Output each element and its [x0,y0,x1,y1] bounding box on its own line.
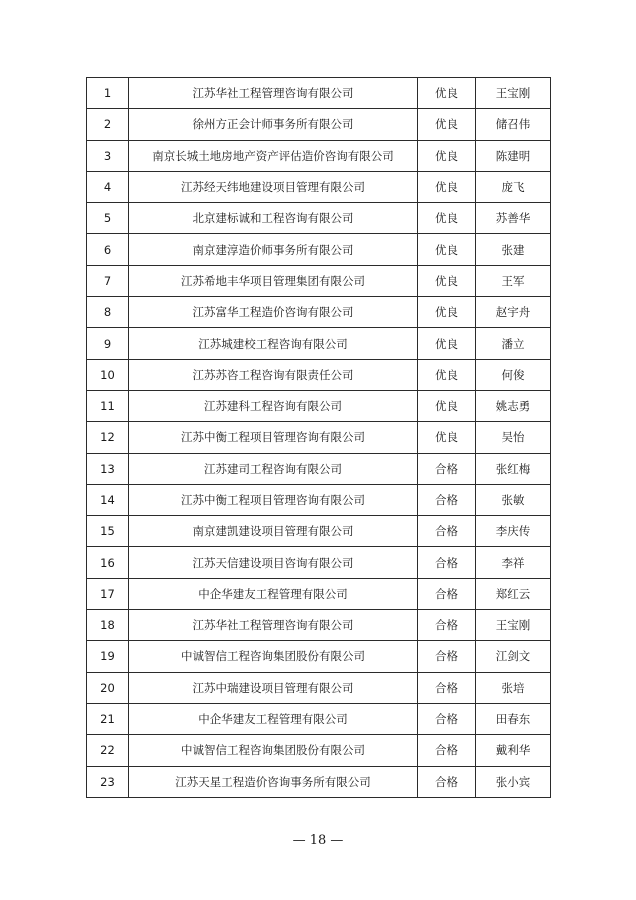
rating-cell: 优良 [418,140,476,171]
row-number-cell: 15 [87,516,129,547]
table-row [87,766,551,797]
person-name-cell: 何俊 [476,359,551,390]
table-row [87,610,551,641]
table-row [87,547,551,578]
table-row [87,578,551,609]
table-row [87,672,551,703]
rating-cell: 合格 [418,547,476,578]
person-name-cell: 庞飞 [476,171,551,202]
rating-cell: 合格 [418,703,476,734]
row-number-cell: 21 [87,703,129,734]
row-number-cell: 5 [87,203,129,234]
company-name-cell: 江苏天信建设项目咨询有限公司 [129,547,418,578]
row-number-cell: 12 [87,422,129,453]
person-name-cell: 张培 [476,672,551,703]
person-name-cell: 王宝刚 [476,78,551,109]
rating-cell: 合格 [418,641,476,672]
rating-cell: 优良 [418,171,476,202]
company-name-cell: 中诚智信工程咨询集团股份有限公司 [129,735,418,766]
table-row [87,203,551,234]
results-table [86,77,551,798]
row-number-cell: 20 [87,672,129,703]
table-row [87,641,551,672]
table-row [87,359,551,390]
table-row [87,234,551,265]
person-name-cell: 张建 [476,234,551,265]
company-name-cell: 江苏中衡工程项目管理咨询有限公司 [129,422,418,453]
row-number-cell: 22 [87,735,129,766]
person-name-cell: 赵宇舟 [476,297,551,328]
company-name-cell: 中诚智信工程咨询集团股份有限公司 [129,641,418,672]
table-row [87,297,551,328]
company-name-cell: 南京建淳造价师事务所有限公司 [129,234,418,265]
rating-cell: 优良 [418,265,476,296]
table-row [87,265,551,296]
row-number-cell: 14 [87,484,129,515]
person-name-cell: 苏善华 [476,203,551,234]
table-row [87,453,551,484]
row-number-cell: 18 [87,610,129,641]
company-name-cell: 江苏建科工程咨询有限公司 [129,390,418,421]
table-row [87,516,551,547]
company-name-cell: 江苏天星工程造价咨询事务所有限公司 [129,766,418,797]
rating-cell: 合格 [418,735,476,766]
rating-cell: 优良 [418,297,476,328]
person-name-cell: 王宝刚 [476,610,551,641]
company-name-cell: 江苏富华工程造价咨询有限公司 [129,297,418,328]
person-name-cell: 吴怡 [476,422,551,453]
row-number-cell: 7 [87,265,129,296]
row-number-cell: 19 [87,641,129,672]
row-number-cell: 11 [87,390,129,421]
row-number-cell: 23 [87,766,129,797]
company-name-cell: 江苏希地丰华项目管理集团有限公司 [129,265,418,296]
person-name-cell: 张小宾 [476,766,551,797]
company-name-cell: 江苏华社工程管理咨询有限公司 [129,78,418,109]
person-name-cell: 戴利华 [476,735,551,766]
person-name-cell: 江剑文 [476,641,551,672]
person-name-cell: 郑红云 [476,578,551,609]
company-name-cell: 中企华建友工程管理有限公司 [129,578,418,609]
rating-cell: 合格 [418,578,476,609]
results-table-body [87,78,551,798]
person-name-cell: 田春东 [476,703,551,734]
company-name-cell: 徐州方正会计师事务所有限公司 [129,109,418,140]
table-row [87,109,551,140]
table-row [87,484,551,515]
rating-cell: 合格 [418,766,476,797]
company-name-cell: 江苏建司工程咨询有限公司 [129,453,418,484]
company-name-cell: 江苏城建校工程咨询有限公司 [129,328,418,359]
row-number-cell: 9 [87,328,129,359]
rating-cell: 优良 [418,359,476,390]
person-name-cell: 潘立 [476,328,551,359]
rating-cell: 优良 [418,390,476,421]
company-name-cell: 南京建凯建设项目管理有限公司 [129,516,418,547]
rating-cell: 优良 [418,78,476,109]
rating-cell: 合格 [418,453,476,484]
rating-cell: 优良 [418,203,476,234]
rating-cell: 合格 [418,516,476,547]
person-name-cell: 陈建明 [476,140,551,171]
table-row [87,390,551,421]
row-number-cell: 3 [87,140,129,171]
table-row [87,422,551,453]
person-name-cell: 储召伟 [476,109,551,140]
table-row [87,171,551,202]
company-name-cell: 江苏经天纬地建设项目管理有限公司 [129,171,418,202]
table-row [87,328,551,359]
company-name-cell: 江苏苏咨工程咨询有限责任公司 [129,359,418,390]
table-row [87,78,551,109]
row-number-cell: 4 [87,171,129,202]
person-name-cell: 王军 [476,265,551,296]
person-name-cell: 姚志勇 [476,390,551,421]
table-row [87,703,551,734]
rating-cell: 优良 [418,109,476,140]
person-name-cell: 张红梅 [476,453,551,484]
table-row [87,140,551,171]
person-name-cell: 李庆传 [476,516,551,547]
row-number-cell: 10 [87,359,129,390]
company-name-cell: 北京建标诚和工程咨询有限公司 [129,203,418,234]
company-name-cell: 江苏中衡工程项目管理咨询有限公司 [129,484,418,515]
row-number-cell: 16 [87,547,129,578]
row-number-cell: 1 [87,78,129,109]
rating-cell: 合格 [418,610,476,641]
row-number-cell: 6 [87,234,129,265]
row-number-cell: 2 [87,109,129,140]
person-name-cell: 李祥 [476,547,551,578]
rating-cell: 合格 [418,672,476,703]
rating-cell: 优良 [418,328,476,359]
company-name-cell: 南京长城土地房地产资产评估造价咨询有限公司 [129,140,418,171]
row-number-cell: 8 [87,297,129,328]
rating-cell: 合格 [418,484,476,515]
rating-cell: 优良 [418,234,476,265]
company-name-cell: 江苏中瑞建设项目管理有限公司 [129,672,418,703]
person-name-cell: 张敏 [476,484,551,515]
table-row [87,735,551,766]
company-name-cell: 江苏华社工程管理咨询有限公司 [129,610,418,641]
row-number-cell: 17 [87,578,129,609]
rating-cell: 优良 [418,422,476,453]
page-number: — 18 — [292,833,344,848]
row-number-cell: 13 [87,453,129,484]
company-name-cell: 中企华建友工程管理有限公司 [129,703,418,734]
